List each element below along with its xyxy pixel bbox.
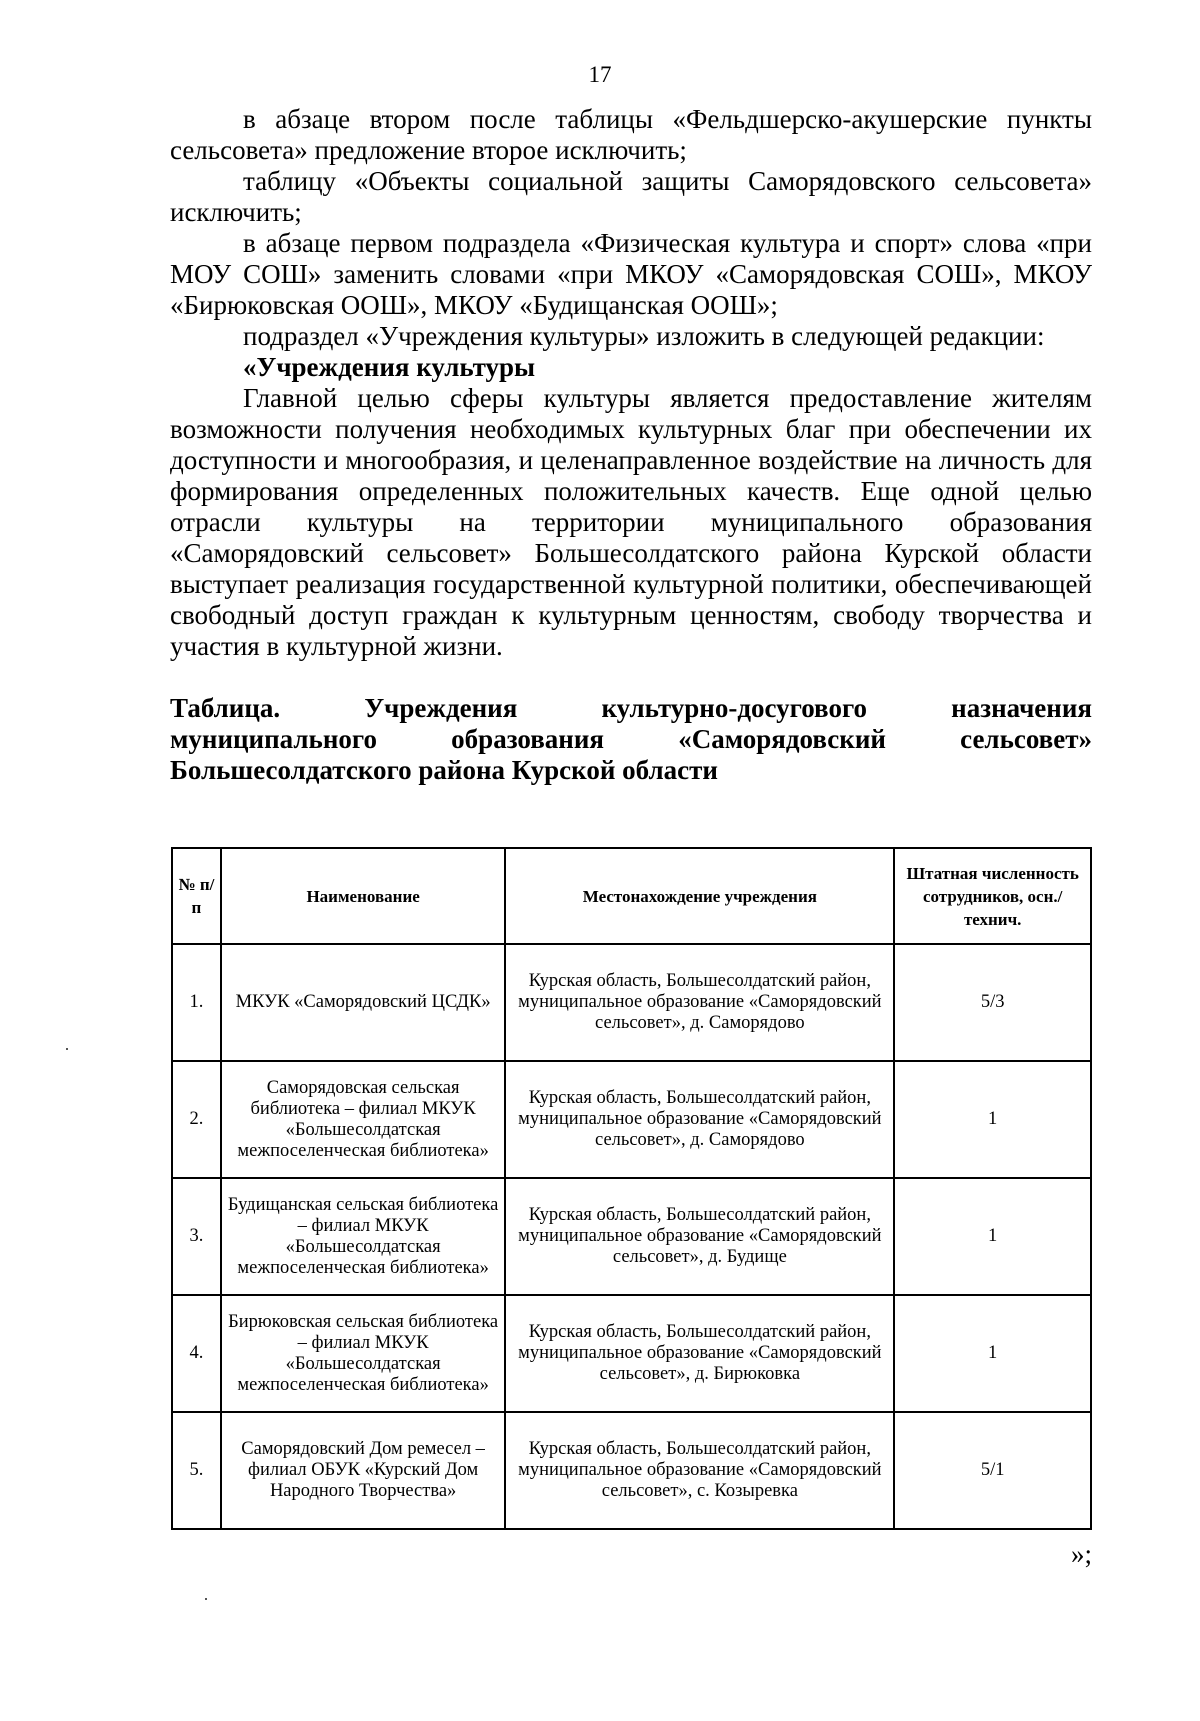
cell-location: Курская область, Большесолдатский район, муниципальное образование «Саморядовский сельсовет», с. Козыревка [505, 1412, 894, 1529]
table-title-line: Таблица. Учреждения культурно-досугового назначения [170, 693, 1092, 723]
cell-location: Курская область, Большесолдатский район, муниципальное образование «Саморядовский сельсовет», д. Саморядово [505, 944, 894, 1061]
cell-name: Саморядовская сельская библиотека – филиал МКУК «Большесолдатская межпоселенческая библиотека» [221, 1061, 505, 1178]
paragraph: в абзаце первом подраздела «Физическая культура и спорт» слова «при МОУ СОШ» заменить словами «при МКОУ «Саморядовская СОШ», МКОУ «Бирюковская ООШ», МКОУ «Будищанская ООШ»; [170, 228, 1092, 320]
table-row [172, 944, 1091, 1061]
paragraph: в абзаце втором после таблицы «Фельдшерско-акушерские пункты сельсовета» предложение второе исключить; [170, 104, 1092, 165]
scan-artifact [205, 1598, 207, 1600]
section-heading: «Учреждения культуры [243, 352, 536, 382]
cell-number: 5. [172, 1412, 221, 1529]
cell-staff: 1 [894, 1178, 1091, 1295]
cell-number: 1. [172, 944, 221, 1061]
table-title [170, 693, 1092, 786]
cell-location: Курская область, Большесолдатский район, муниципальное образование «Саморядовский сельсовет», д. Саморядово [505, 1061, 894, 1178]
cell-staff: 5/3 [894, 944, 1091, 1061]
cell-name: МКУК «Саморядовский ЦСДК» [221, 944, 505, 1061]
cell-name: Бирюковская сельская библиотека – филиал МКУК «Большесолдатская межпоселенческая библиотека» [221, 1295, 505, 1412]
closing-quote: »; [1070, 1539, 1092, 1569]
table-row [172, 1412, 1091, 1529]
body-text [170, 104, 1092, 786]
table-row [172, 1295, 1091, 1412]
table-header-row [172, 848, 1091, 944]
cell-number: 4. [172, 1295, 221, 1412]
table-title-line: муниципального образования «Саморядовский сельсовет» [170, 724, 1092, 754]
header-staff: Штатная численность сотрудников, осн./технич. [894, 848, 1091, 944]
cell-staff: 1 [894, 1061, 1091, 1178]
cell-staff: 1 [894, 1295, 1091, 1412]
cell-location: Курская область, Большесолдатский район, муниципальное образование «Саморядовский сельсовет», д. Будище [505, 1178, 894, 1295]
table-title-line: Большесолдатского района Курской области [170, 755, 718, 785]
paragraph: Главной целью сферы культуры является предоставление жителям возможности получения необходимых культурных благ при обеспечении их доступности и многообразия, и целенаправленное воздействие на личность для формирования определенных положительных качеств. Еще одной целью отрасли культуры на территории муниципального образования «Саморядовский сельсовет» Большесолдатского района Курской области выступает реализация государственной культурной политики, обеспечивающей свободный доступ граждан к культурным ценностям, свободу творчества и участия в культурной жизни. [170, 383, 1092, 661]
page-number: 17 [588, 62, 612, 87]
cell-name: Саморядовский Дом ремесел – филиал ОБУК «Курский Дом Народного Творчества» [221, 1412, 505, 1529]
cell-number: 2. [172, 1061, 221, 1178]
scan-artifact [66, 1048, 68, 1050]
cell-location: Курская область, Большесолдатский район, муниципальное образование «Саморядовский сельсовет», д. Бирюковка [505, 1295, 894, 1412]
paragraph: таблицу «Объекты социальной защиты Саморядовского сельсовета» исключить; [170, 166, 1092, 227]
institutions-table [171, 847, 1092, 1530]
header-number: № п/п [172, 848, 221, 944]
cell-staff: 5/1 [894, 1412, 1091, 1529]
cell-number: 3. [172, 1178, 221, 1295]
cell-name: Будищанская сельская библиотека – филиал МКУК «Большесолдатская межпоселенческая библиотека» [221, 1178, 505, 1295]
table-row [172, 1061, 1091, 1178]
table-row [172, 1178, 1091, 1295]
header-location: Местонахождение учреждения [505, 848, 894, 944]
header-name: Наименование [221, 848, 505, 944]
paragraph: подраздел «Учреждения культуры» изложить в следующей редакции: [243, 321, 1045, 351]
